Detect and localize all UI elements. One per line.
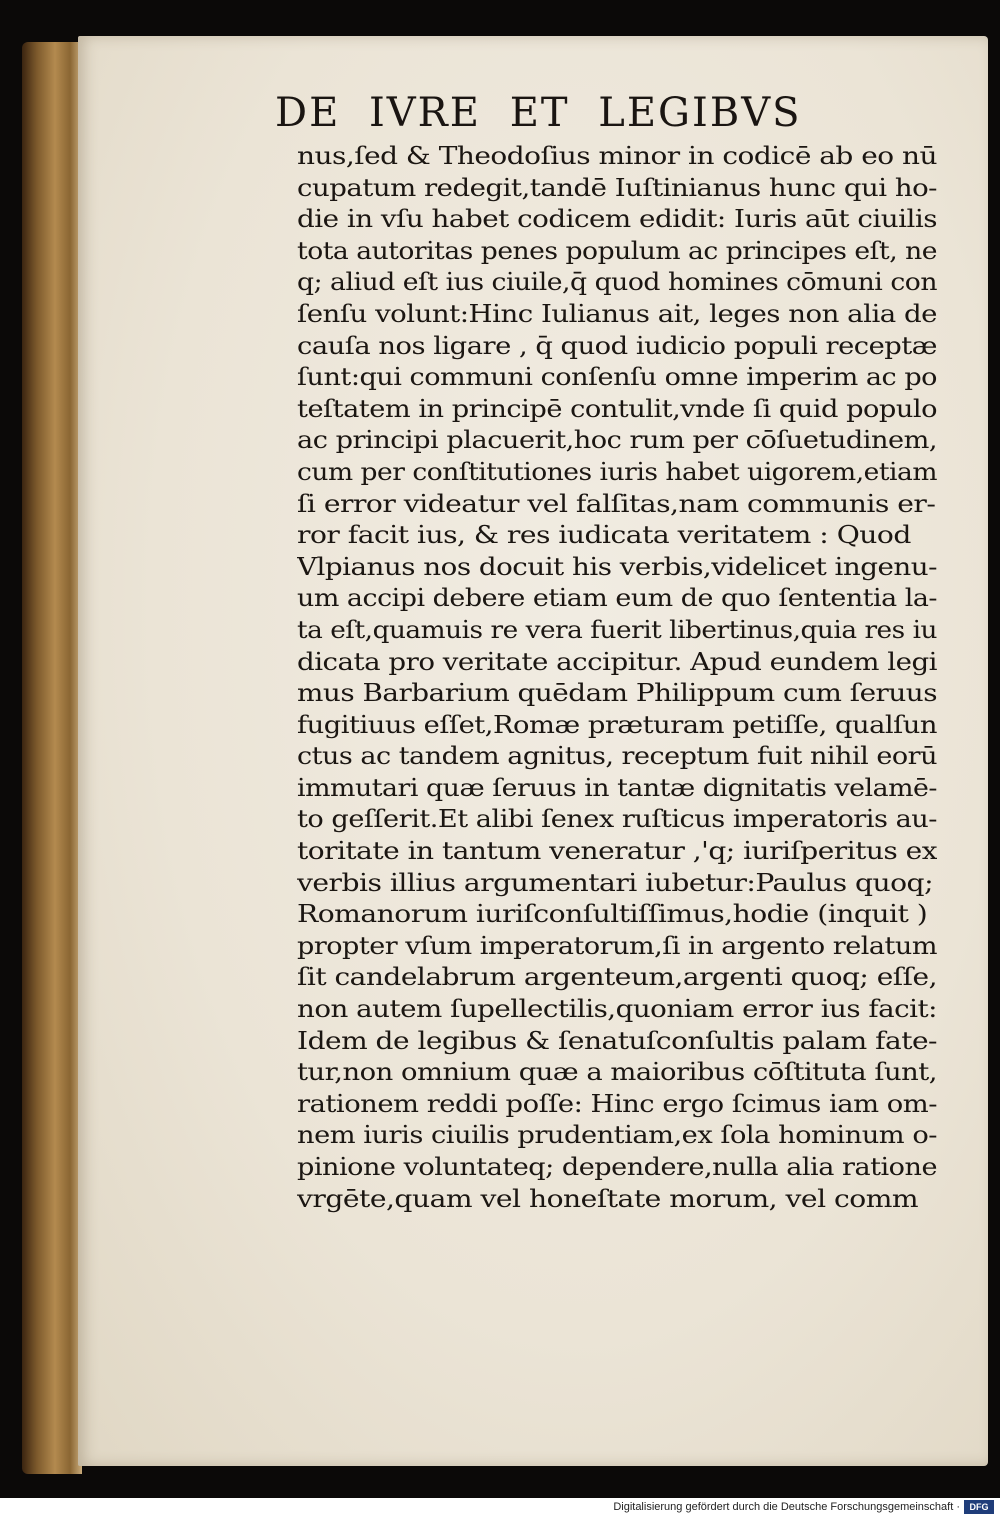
text-line: mus Barbarium quēdam Philippum cum ſeruus xyxy=(297,678,937,708)
text-line: ſunt:qui communi conſenſu omne imperim ac po xyxy=(297,362,937,392)
text-line: ſenſu volunt:Hinc Iulianus ait, leges non alia de xyxy=(297,298,937,328)
text-line: nem iuris ciuilis prudentiam,ex ſola hominum o- xyxy=(297,1120,937,1150)
text-line: propter vſum imperatorum,ſi in argento relatum xyxy=(297,930,937,960)
text-line: ctus ac tandem agnitus, receptum fuit nihil eorū xyxy=(297,741,937,771)
text-line: Idem de legibus & ſenatuſconſultis palam fate- xyxy=(297,1025,937,1055)
text-line: pinione voluntateq; dependere,nulla alia ratione xyxy=(297,1152,937,1181)
text-line: um accipi debere etiam eum de quo ſententia la- xyxy=(297,583,937,613)
book-page-edge xyxy=(22,42,82,1474)
text-line: vrgēte,quam vel honeſtate morum, vel comm xyxy=(297,1183,919,1213)
text-line: ta eſt,quamuis re vera fuerit libertinus,quia res iu xyxy=(297,614,937,644)
text-line: Romanorum iuriſconſultiſſimus,hodie (inquit ) xyxy=(297,899,928,929)
dfg-logo: DFG xyxy=(964,1500,994,1514)
text-line: ac principi placuerit,hoc rum per cōſuetudinem, xyxy=(297,425,937,455)
text-line: q; aliud eſt ius ciuile,q̄ quod homines cōmuni con xyxy=(297,267,937,297)
text-line: fugitiuus eſſet,Romæ præturam petiſſe, qualſun xyxy=(297,709,937,739)
text-line: ror facit ius, & res iudicata veritatem : Quod xyxy=(297,520,911,550)
text-line: to geſſerit.Et alibi ſenex ruſticus imperatoris au- xyxy=(297,804,937,834)
running-head: DE IVRE ET LEGIBVS xyxy=(275,90,802,136)
text-line: toritate in tantum veneratur ,'q; iuriſperitus ex xyxy=(297,836,937,866)
text-line: non autem ſupellectilis,quoniam error ius facit: xyxy=(297,994,937,1024)
text-line: tota autoritas penes populum ac principes eſt, ne xyxy=(297,235,937,265)
text-line: dicata pro veritate accipitur. Apud eundem legi xyxy=(297,646,937,676)
text-line: rationem reddi poſſe: Hinc ergo ſcimus iam om- xyxy=(297,1088,937,1118)
text-line: verbis illius argumentari iubetur:Paulus quoq; xyxy=(297,867,934,897)
text-line: die in vſu habet codicem edidit: Iuris aūt ciuilis xyxy=(297,204,937,234)
text-line: cum per conſtitutiones iuris habet uigorem,etiam xyxy=(297,456,937,486)
text-line: cauſa nos ligare , q̄ quod iudicio populi receptæ xyxy=(297,330,937,360)
text-line: teſtatem in principē contulit,vnde ſi quid populo xyxy=(297,393,937,423)
text-line: immutari quæ ſeruus in tantæ dignitatis velamē- xyxy=(297,772,937,802)
text-line: cupatum redegit,tandē Iuſtinianus hunc qui ho- xyxy=(297,172,937,202)
text-line: tur,non omnium quæ a maioribus cōſtituta ſunt, xyxy=(297,1057,937,1087)
funding-notice: Digitalisierung gefördert durch die Deutsche Forschungsgemeinschaft · xyxy=(613,1501,960,1513)
text-line: Vlpianus nos docuit his verbis,videlicet ingenu- xyxy=(297,551,937,581)
text-line: ſit candelabrum argenteum,argenti quoq; eſſe, xyxy=(297,962,937,992)
footer-bar xyxy=(0,1498,1000,1518)
text-line: nus,ſed & Theodoſius minor in codicē ab eo nū xyxy=(297,141,937,170)
body-text xyxy=(297,140,937,1214)
text-line: ſi error videatur vel falſitas,nam communis er- xyxy=(297,488,936,518)
